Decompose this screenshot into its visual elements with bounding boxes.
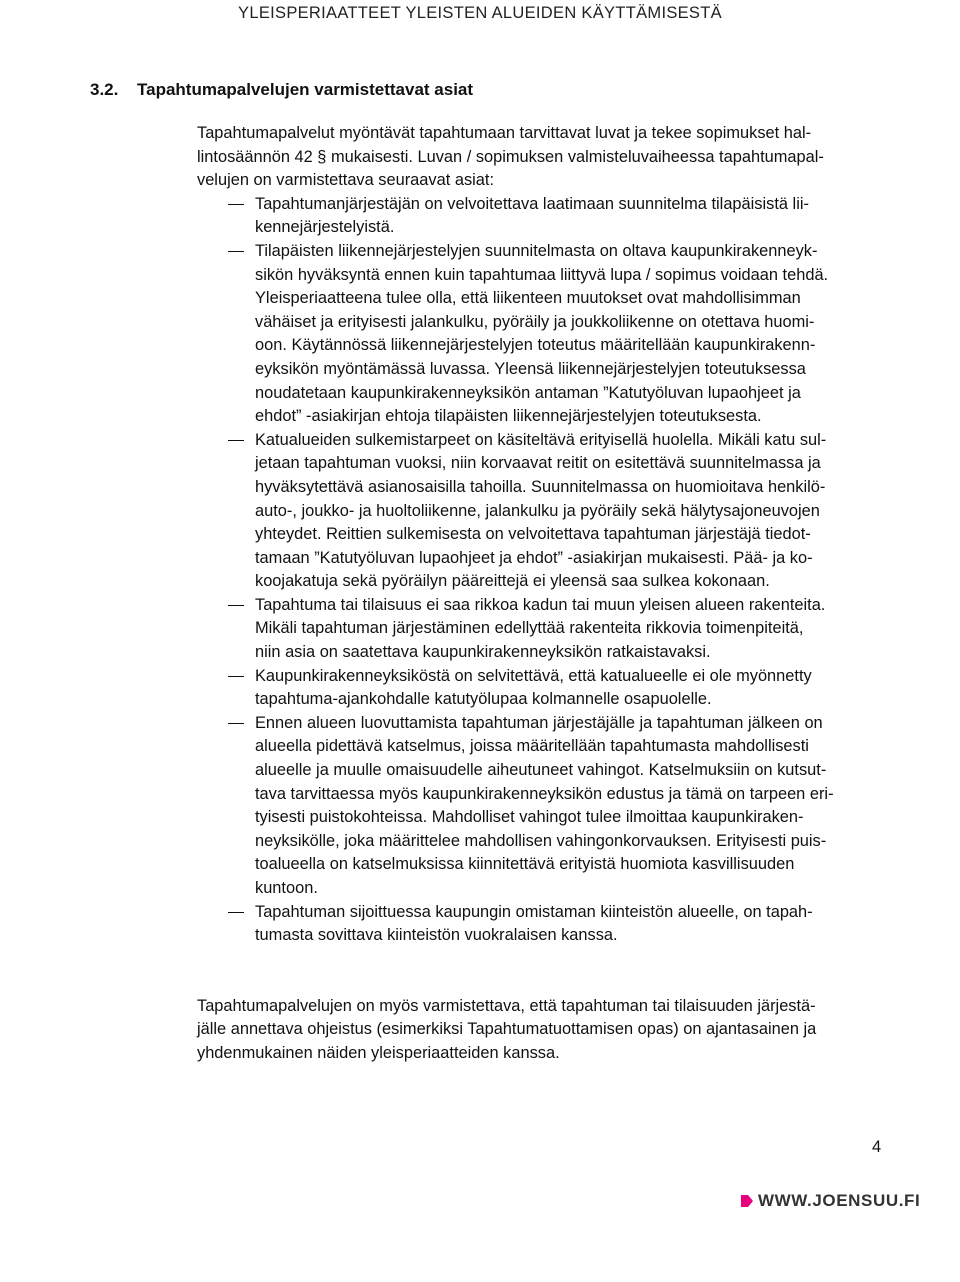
bullet-paragraph bbox=[255, 712, 897, 901]
text-line: oon. Käytännössä liikennejärjestelyjen toteutus määritellään kaupunkirakenn- bbox=[255, 336, 816, 355]
running-header: YLEISPERIAATTEET YLEISTEN ALUEIDEN KÄYTTÄMISESTÄ bbox=[238, 4, 722, 22]
dash-bullet-icon bbox=[228, 204, 244, 205]
text-line: hyväksytettävä asianosaisilla tahoilla. Suunnitelmassa on huomioitava henkilö- bbox=[255, 477, 826, 496]
text-line: velujen on varmistettava seuraavat asiat: bbox=[197, 171, 495, 190]
text-line: niin asia on saatettava kaupunkirakenneyksikön ratkaistavaksi. bbox=[255, 643, 711, 662]
text-line: Tapahtumanjärjestäjän on velvoitettava laatimaan suunnitelma tilapäisistä lii- bbox=[255, 194, 809, 213]
bullet-paragraph bbox=[255, 901, 897, 948]
text-line: lintosäännön 42 § mukaisesti. Luvan / sopimuksen valmisteluvaiheessa tapahtumapal- bbox=[197, 147, 824, 166]
text-line: noudatetaan kaupunkirakenneyksikön antaman ”Katutyöluvan lupaohjeet ja bbox=[255, 383, 801, 402]
text-line: alueella pidettävä katselmus, joissa määritellään tapahtumasta mahdollisesti bbox=[255, 737, 809, 756]
bullet-paragraph bbox=[255, 429, 897, 594]
text-line: tamaan ”Katutyöluvan lupaohjeet ja ehdot” -asiakirjan mukaisesti. Pää- ja ko- bbox=[255, 548, 813, 567]
text-line: toalueella on katselmuksissa kiinnitettävä erityistä huomiota kasvillisuuden bbox=[255, 855, 795, 874]
text-line: yhteydet. Reittien sulkemisesta on velvoitettava tapahtuman järjestäjä tiedot- bbox=[255, 525, 811, 544]
bullet-paragraph bbox=[255, 240, 897, 429]
text-line: jetaan tapahtuman vuoksi, niin korvaavat reitit on esitettävä suunnitelmassa ja bbox=[255, 454, 821, 473]
logo-mark-icon bbox=[740, 1194, 754, 1208]
text-line: Ennen alueen luovuttamista tapahtuman järjestäjälle ja tapahtuman jälkeen on bbox=[255, 713, 823, 732]
bullet-paragraph bbox=[255, 594, 897, 665]
text-line: alueelle ja muulle omaisuudelle aiheutuneet vahingot. Katselmuksiin on kutsut- bbox=[255, 761, 827, 780]
text-line: ehdot” -asiakirjan ehtoja tilapäisten liikennejärjestelyjen toteutuksesta. bbox=[255, 407, 762, 426]
section-body bbox=[197, 122, 897, 1066]
bullet-item bbox=[197, 712, 897, 901]
text-line: neyksikölle, joka määrittelee mahdollisen vahingonkorvauksen. Erityisesti puis- bbox=[255, 831, 827, 850]
dash-bullet-icon bbox=[228, 605, 244, 606]
text-line: sikön hyväksyntä ennen kuin tapahtumaa liittyvä lupa / sopimus voidaan tehdä. bbox=[255, 265, 829, 284]
text-line: auto-, joukko- ja huoltoliikenne, jalankulku ja pyöräily sekä hälytysajoneuvojen bbox=[255, 501, 820, 520]
bullet-item bbox=[197, 240, 897, 429]
text-line: tava tarvittaessa myös kaupunkirakenneyksikön edustus ja tämä on tarpeen eri- bbox=[255, 784, 834, 803]
joensuu-logo bbox=[740, 1190, 920, 1212]
logo-text: WWW.JOENSUU.FI bbox=[758, 1191, 921, 1210]
text-line: vähäiset ja erityisesti jalankulku, pyöräily ja joukkoliikenne on otettava huomi- bbox=[255, 312, 815, 331]
text-line: koojakatuja sekä pyöräilyn pääreittejä ei yleensä saa sulkea kokonaan. bbox=[255, 572, 770, 591]
bullet-item bbox=[197, 665, 897, 712]
dash-bullet-icon bbox=[228, 440, 244, 441]
text-line: Tapahtuma tai tilaisuus ei saa rikkoa kadun tai muun yleisen alueen rakenteita. bbox=[255, 595, 826, 614]
text-line: tumasta sovittava kiinteistön vuokralaisen kanssa. bbox=[255, 926, 618, 945]
bullet-paragraph bbox=[255, 193, 897, 240]
bullet-item bbox=[197, 193, 897, 240]
page-number: 4 bbox=[872, 1138, 882, 1156]
text-line: Tapahtumapalvelujen on myös varmistettava, että tapahtuman tai tilaisuuden järjestä- bbox=[197, 996, 816, 1015]
bullet-paragraph bbox=[255, 665, 897, 712]
requirements-list bbox=[197, 193, 897, 948]
text-line: yhdenmukainen näiden yleisperiaatteiden kanssa. bbox=[197, 1043, 560, 1062]
text-line: Tilapäisten liikennejärjestelyjen suunnitelmasta on oltava kaupunkirakenneyk- bbox=[255, 241, 818, 260]
text-line: tapahtuma-ajankohdalle katutyölupaa kolmannelle osapuolelle. bbox=[255, 690, 712, 709]
text-line: Tapahtumapalvelut myöntävät tapahtumaan tarvittavat luvat ja tekee sopimukset hal- bbox=[197, 124, 812, 142]
dash-bullet-icon bbox=[228, 723, 244, 724]
text-line: eyksikön myöntämässä luvassa. Yleensä liikennejärjestelyjen toteutuksessa bbox=[255, 359, 806, 378]
text-line: tyisesti puistokohteissa. Mahdolliset vahingot tulee ilmoittaa kaupunkiraken- bbox=[255, 808, 804, 827]
text-line: Mikäli tapahtuman järjestäminen edellyttää rakenteita rikkovia toimenpiteitä, bbox=[255, 619, 804, 638]
text-line: Katualueiden sulkemistarpeet on käsiteltävä erityisellä huolella. Mikäli katu sul- bbox=[255, 430, 827, 449]
text-line: kennejärjestelyistä. bbox=[255, 218, 395, 237]
section-heading bbox=[90, 80, 473, 100]
text-line: kuntoon. bbox=[255, 879, 318, 897]
bullet-item bbox=[197, 901, 897, 948]
dash-bullet-icon bbox=[228, 912, 244, 913]
section-title: Tapahtumapalvelujen varmistettavat asiat bbox=[137, 80, 474, 99]
dash-bullet-icon bbox=[228, 251, 244, 252]
text-line: jälle annettava ohjeistus (esimerkiksi Tapahtumatuottamisen opas) on ajantasainen ja bbox=[197, 1020, 817, 1039]
text-line: Kaupunkirakenneyksiköstä on selvitettävä, että katualueelle ei ole myönnetty bbox=[255, 666, 812, 685]
dash-bullet-icon bbox=[228, 676, 244, 677]
section-number: 3.2. bbox=[90, 80, 119, 99]
text-line: Yleisperiaatteena tulee olla, että liikenteen muutokset ovat mahdollisimman bbox=[255, 289, 801, 308]
bullet-item bbox=[197, 594, 897, 665]
bullet-item bbox=[197, 429, 897, 594]
closing-paragraph bbox=[197, 995, 897, 1066]
text-line: Tapahtuman sijoittuessa kaupungin omistaman kiinteistön alueelle, on tapah- bbox=[255, 902, 813, 921]
intro-paragraph bbox=[197, 122, 897, 193]
